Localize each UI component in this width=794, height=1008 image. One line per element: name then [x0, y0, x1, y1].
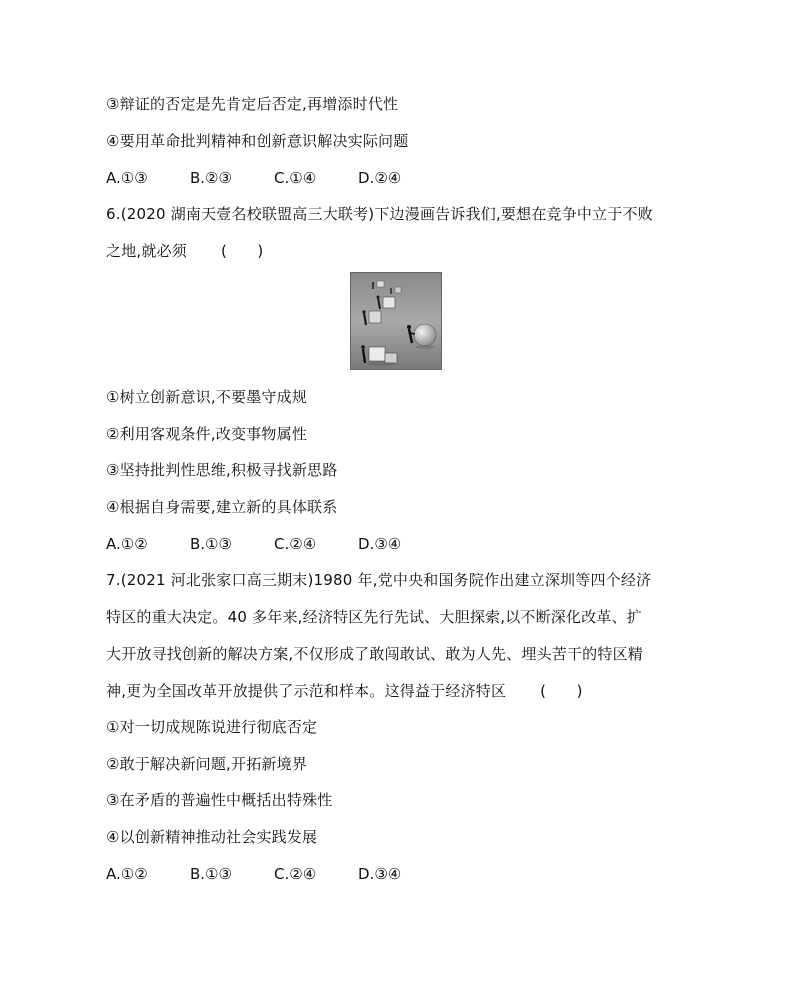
q6-options: [106, 534, 442, 554]
q7-stem-text: 神,更为全国改革开放提供了示范和样本。这得益于经济特区: [106, 682, 507, 700]
q6-option-d: D.③④: [358, 535, 402, 553]
q6-statement-1: ①树立创新意识,不要墨守成规: [106, 388, 308, 406]
q7-options: [106, 864, 442, 884]
q7-option-b: B.①③: [190, 865, 232, 883]
q6-option-c: C.②④: [274, 535, 317, 553]
q6-option-b: B.①③: [190, 535, 232, 553]
q7-option-d: D.③④: [358, 865, 402, 883]
q6-statement-2: ②利用客观条件,改变事物属性: [106, 425, 308, 443]
q6-answer-bracket: ( ): [220, 242, 264, 260]
q5-statement-4: ④要用革命批判精神和创新意识解决实际问题: [106, 132, 409, 150]
q5-option-b: B.②③: [190, 169, 232, 187]
q7-statement-3: ③在矛盾的普遍性中概括出特殊性: [106, 791, 333, 809]
q6-stem-text: 之地,就必须: [106, 242, 187, 260]
q6-statement-3: ③坚持批判性思维,积极寻找新思路: [106, 461, 338, 479]
q7-stem-line-1: 7.(2021 河北张家口高三期末)1980 年,党中央和国务院作出建立深圳等四个经济: [106, 571, 652, 589]
q7-statement-1: ①对一切成规陈说进行彻底否定: [106, 718, 318, 736]
q6-option-a: A.①②: [106, 535, 148, 553]
q6-stem-line-1: 6.(2020 湖南天壹名校联盟高三大联考)下边漫画告诉我们,要想在竞争中立于不败: [106, 205, 653, 223]
q6-stem-line-2: [106, 241, 694, 261]
q7-stem-line-3: 大开放寻找创新的解决方案,不仅形成了敢闯敢试、敢为人先、埋头苦干的特区精: [106, 645, 643, 663]
q6-cartoon-image: [350, 272, 442, 370]
q5-statement-3: ③辩证的否定是先肯定后否定,再增添时代性: [106, 95, 399, 113]
q5-option-d: D.②④: [358, 169, 402, 187]
q7-stem-line-2: 特区的重大决定。40 多年来,经济特区先行先试、大胆探索,以不断深化改革、扩: [106, 608, 642, 626]
q6-statement-4: ④根据自身需要,建立新的具体联系: [106, 498, 338, 516]
q7-statement-4: ④以创新精神推动社会实践发展: [106, 828, 318, 846]
q5-option-c: C.①④: [274, 169, 317, 187]
q7-option-a: A.①②: [106, 865, 148, 883]
q7-statement-2: ②敢于解决新问题,开拓新境界: [106, 755, 308, 773]
cartoon-people-pushing-blocks-and-ball-icon: [351, 273, 442, 370]
q5-option-a: A.①③: [106, 169, 148, 187]
q7-option-c: C.②④: [274, 865, 317, 883]
q7-answer-bracket: ( ): [540, 682, 583, 700]
q5-options: [106, 168, 442, 188]
q7-stem-line-4: [106, 681, 694, 701]
